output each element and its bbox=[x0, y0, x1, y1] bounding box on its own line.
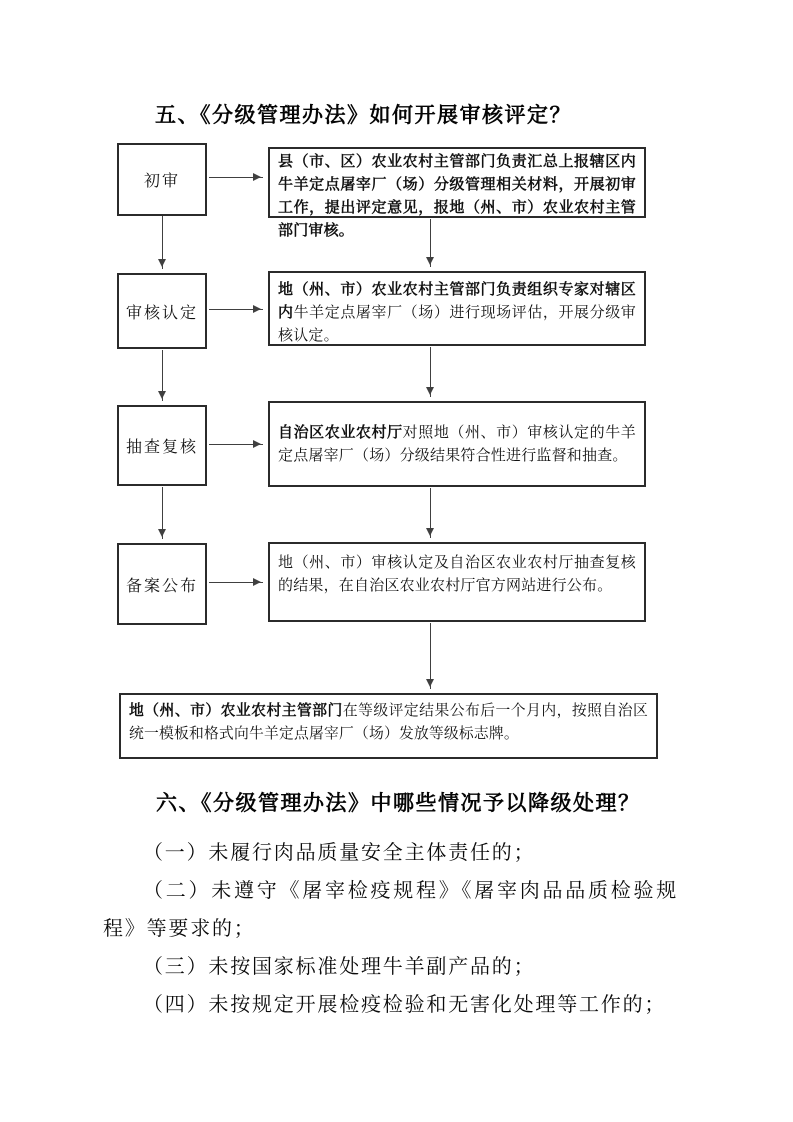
arrow-down-icon bbox=[430, 347, 431, 397]
flow-desc-text bbox=[270, 149, 644, 243]
arrow-right-icon bbox=[209, 444, 263, 445]
flow-stage-box-chushen bbox=[117, 143, 207, 216]
arrow-down-icon bbox=[162, 216, 163, 269]
desc-rest-text: 在等级评定结果公布后一个月内，按照自治区统一模板和格式向牛羊定点屠宰厂（场）发放等级标志牌。 bbox=[129, 703, 648, 742]
flow-desc-box-3 bbox=[268, 401, 646, 487]
desc-bold-text: 县（市、区）农业农村主管部门负责汇总上报辖区内牛羊定点屠宰厂（场）分级管理相关材料，开展初审工作，提出评定意见，报地（州、市）农业农村主管部门审核。 bbox=[278, 154, 636, 239]
flow-stage-label: 备案公布 bbox=[125, 577, 198, 595]
list-item: （四）未按规定开展检疫检验和无害化处理等工作的； bbox=[143, 994, 667, 1016]
arrow-down-icon bbox=[430, 488, 431, 538]
flow-stage-label: 审核认定 bbox=[125, 304, 198, 322]
arrow-right-icon bbox=[209, 582, 263, 583]
arrow-down-icon bbox=[430, 219, 431, 267]
list-item: （三）未按国家标准处理牛羊副产品的； bbox=[143, 956, 536, 978]
arrow-right-icon bbox=[209, 309, 263, 310]
flow-stage-label: 抽查复核 bbox=[125, 439, 198, 456]
arrow-down-icon bbox=[430, 623, 431, 689]
section6-item-list bbox=[103, 834, 678, 1024]
flow-stage-box-shenherending bbox=[117, 273, 207, 349]
flow-stage-box-beiangongbu bbox=[117, 543, 207, 625]
list-item: （二）未遵守《屠宰检疫规程》《屠宰肉品品质检验规程》等要求的； bbox=[103, 880, 678, 940]
flow-desc-text bbox=[270, 544, 644, 598]
flow-stage-label: 初审 bbox=[143, 173, 180, 190]
arrow-down-icon bbox=[162, 487, 163, 539]
flow-desc-box-4 bbox=[268, 542, 646, 622]
section6-heading: 六、《分级管理办法》中哪些情况予以降级处理？ bbox=[156, 792, 641, 815]
arrow-right-icon bbox=[209, 177, 263, 178]
list-item: （一）未履行肉品质量安全主体责任的； bbox=[143, 842, 536, 864]
desc-rest-text: 地（州、市）审核认定及自治区农业农村厅抽查复核的结果，在自治区农业农村厅官方网站进行公布。 bbox=[278, 555, 636, 594]
desc-bold-text: 地（州、市）农业农村主管部门 bbox=[129, 703, 343, 719]
desc-rest-text: 牛羊定点屠宰厂（场）进行现场评估，开展分级审核认定。 bbox=[278, 305, 637, 344]
desc-rest-text: 对照地（州、市）审核认定的牛羊定点屠宰厂（场）分级结果符合性进行监督和抽查。 bbox=[278, 425, 636, 464]
desc-bold-text: 地（州、市）农业农村主管部门负责组织专家对辖区内 bbox=[278, 282, 636, 321]
arrow-down-icon bbox=[162, 350, 163, 401]
flow-desc-text bbox=[270, 273, 644, 348]
flow-final-note-box bbox=[119, 693, 658, 759]
desc-bold-text: 自治区农业农村厅 bbox=[278, 425, 403, 441]
section5-heading: 五、《分级管理办法》如何开展审核评定？ bbox=[155, 104, 572, 127]
final-note-text bbox=[121, 695, 656, 746]
flow-desc-box-1 bbox=[268, 147, 646, 239]
flow-desc-box-2 bbox=[268, 271, 646, 346]
flow-stage-box-chouchafuhe bbox=[117, 405, 207, 486]
flow-desc-text bbox=[270, 403, 644, 468]
